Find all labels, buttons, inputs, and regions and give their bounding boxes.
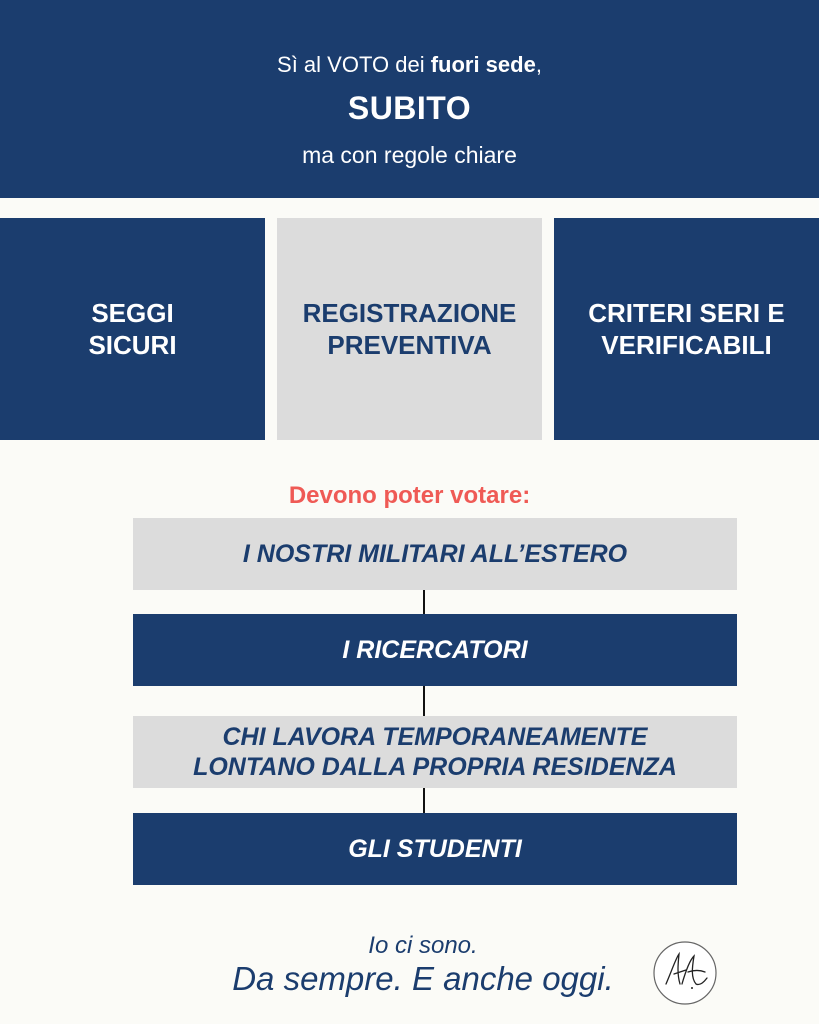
header-line-1-bold: fuori sede [430, 52, 536, 77]
list-item-label: CHI LAVORA TEMPORANEAMENTE LONTANO DALLA PROPRIA RESIDENZA [193, 723, 677, 781]
pillar-label: SEGGI SICURI [88, 298, 177, 360]
pillar-seggi-sicuri [0, 218, 265, 440]
list-item-militari [133, 518, 737, 590]
header-line-1 [0, 52, 819, 78]
list-item-ricercatori [133, 614, 737, 686]
pillar-label: REGISTRAZIONE PREVENTIVA [302, 298, 517, 360]
header-banner [0, 0, 819, 198]
list-item-studenti [133, 813, 737, 885]
signature-icon [652, 940, 718, 1006]
connector-line [423, 590, 425, 614]
footer-line-2: Da sempre. E anche oggi. [232, 960, 614, 997]
header-subtitle: ma con regole chiare [302, 142, 517, 168]
pillar-registrazione-preventiva [277, 218, 542, 440]
connector-line [423, 788, 425, 813]
list-heading: Devono poter votare: [288, 482, 531, 509]
pillar-criteri-verificabili [554, 218, 819, 440]
list-item-label: I NOSTRI MILITARI ALL’ESTERO [242, 540, 628, 568]
list-item-label: GLI STUDENTI [348, 835, 522, 863]
header-line-1-suffix: , [535, 52, 542, 77]
header-line-1-prefix: Sì al VOTO dei [277, 52, 431, 77]
header-title: SUBITO [347, 90, 472, 126]
footer-line-1: Io ci sono. [368, 932, 478, 959]
pillar-label: CRITERI SERI E VERIFICABILI [588, 298, 785, 360]
list-item-lavoratori [133, 716, 737, 788]
list-item-label: I RICERCATORI [342, 636, 528, 664]
connector-line [423, 686, 425, 716]
